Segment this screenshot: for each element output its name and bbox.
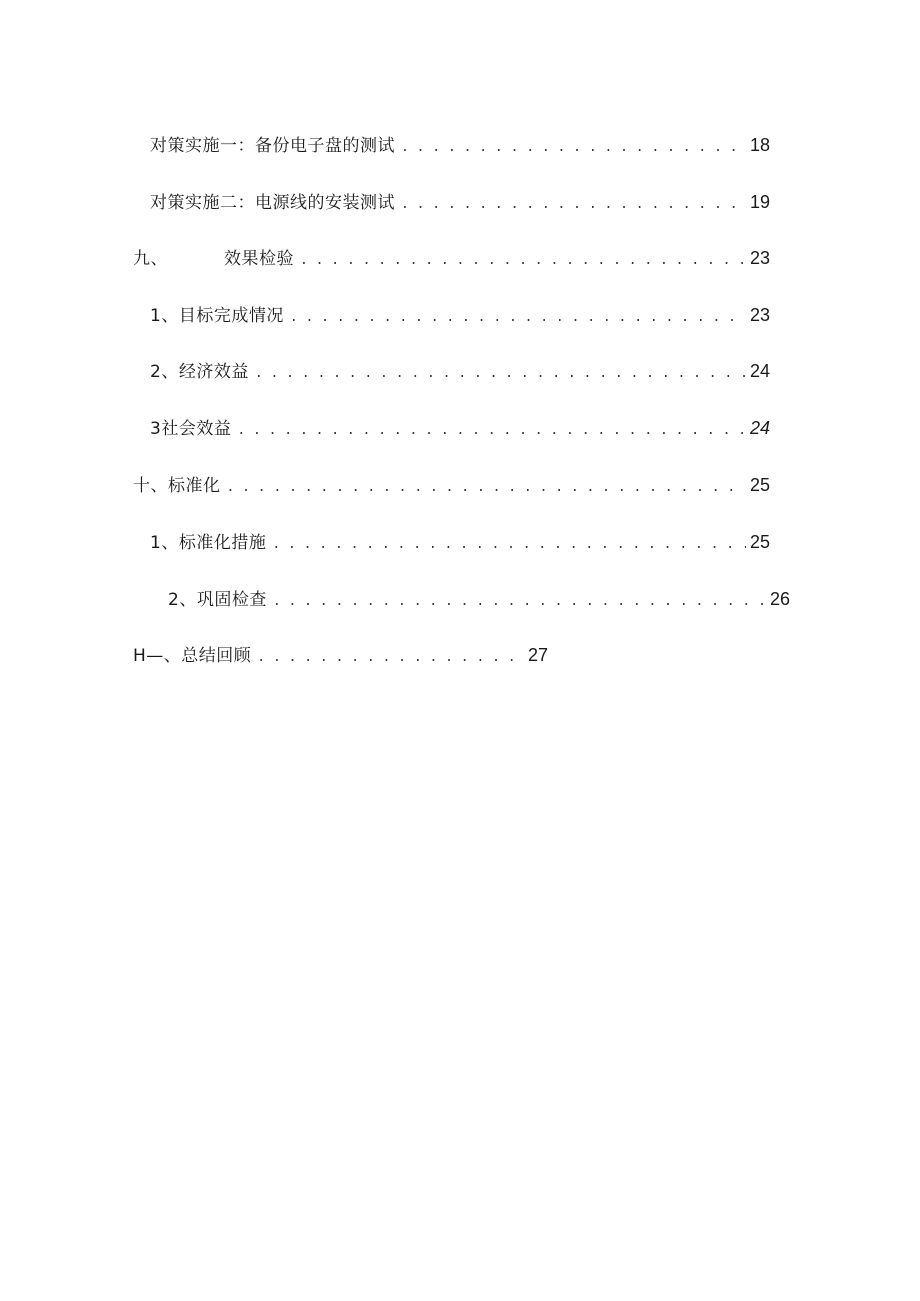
toc-entry[interactable] (150, 301, 770, 329)
toc-leader-dots (401, 134, 746, 159)
toc-leader-dots (272, 531, 746, 556)
toc-entry-label: H—、总结回顾 (133, 646, 252, 666)
toc-entry[interactable] (133, 244, 770, 272)
toc-leader-dots (227, 474, 746, 499)
toc-entry-label: 1、目标完成情况 (150, 306, 284, 326)
toc-leader-dots (257, 644, 524, 669)
toc-entry-label: 十、标准化 (133, 476, 221, 496)
toc-entry-page: 19 (749, 192, 770, 212)
toc-leader-dots (290, 304, 746, 329)
toc-entry-page: 27 (527, 645, 548, 665)
toc-entry[interactable] (150, 528, 770, 556)
toc-entry-page: 25 (749, 475, 770, 495)
toc-leader-dots (300, 247, 746, 272)
toc-entry-page: 18 (749, 135, 770, 155)
toc-entry[interactable] (150, 414, 770, 442)
toc-entry-page: 23 (749, 305, 770, 325)
toc-entry-text: 效果检验 (224, 249, 294, 269)
toc-entry-label (133, 245, 294, 272)
toc-entry-page: 24 (749, 361, 770, 381)
toc-entry[interactable] (168, 585, 790, 613)
toc-leader-dots (237, 417, 746, 442)
toc-entry-label: 3社会效益 (150, 419, 232, 439)
toc-entry-page: 23 (749, 248, 770, 268)
toc-entry-label: 对策实施二：电源线的安装测试 (150, 193, 395, 213)
toc-entry-page: 26 (769, 589, 790, 609)
toc-entry[interactable] (150, 131, 770, 159)
toc-entry-page: 25 (749, 532, 770, 552)
toc-entry-label: 对策实施一：备份电子盘的测试 (150, 136, 395, 156)
toc-leader-dots (273, 588, 766, 613)
toc-entry[interactable] (133, 471, 770, 499)
toc-entry[interactable] (150, 188, 770, 216)
toc-entry-label: 1、标准化措施 (150, 533, 267, 553)
toc-leader-dots (401, 191, 746, 216)
toc-entry[interactable] (133, 641, 548, 669)
toc-entry-page: 24 (749, 418, 770, 438)
toc-entry[interactable] (150, 357, 770, 385)
toc-entry-number: 九、 (133, 249, 168, 269)
toc-leader-dots (255, 360, 746, 385)
toc-entry-label: 2、巩固检查 (168, 590, 267, 610)
toc-entry-label: 2、经济效益 (150, 362, 249, 382)
